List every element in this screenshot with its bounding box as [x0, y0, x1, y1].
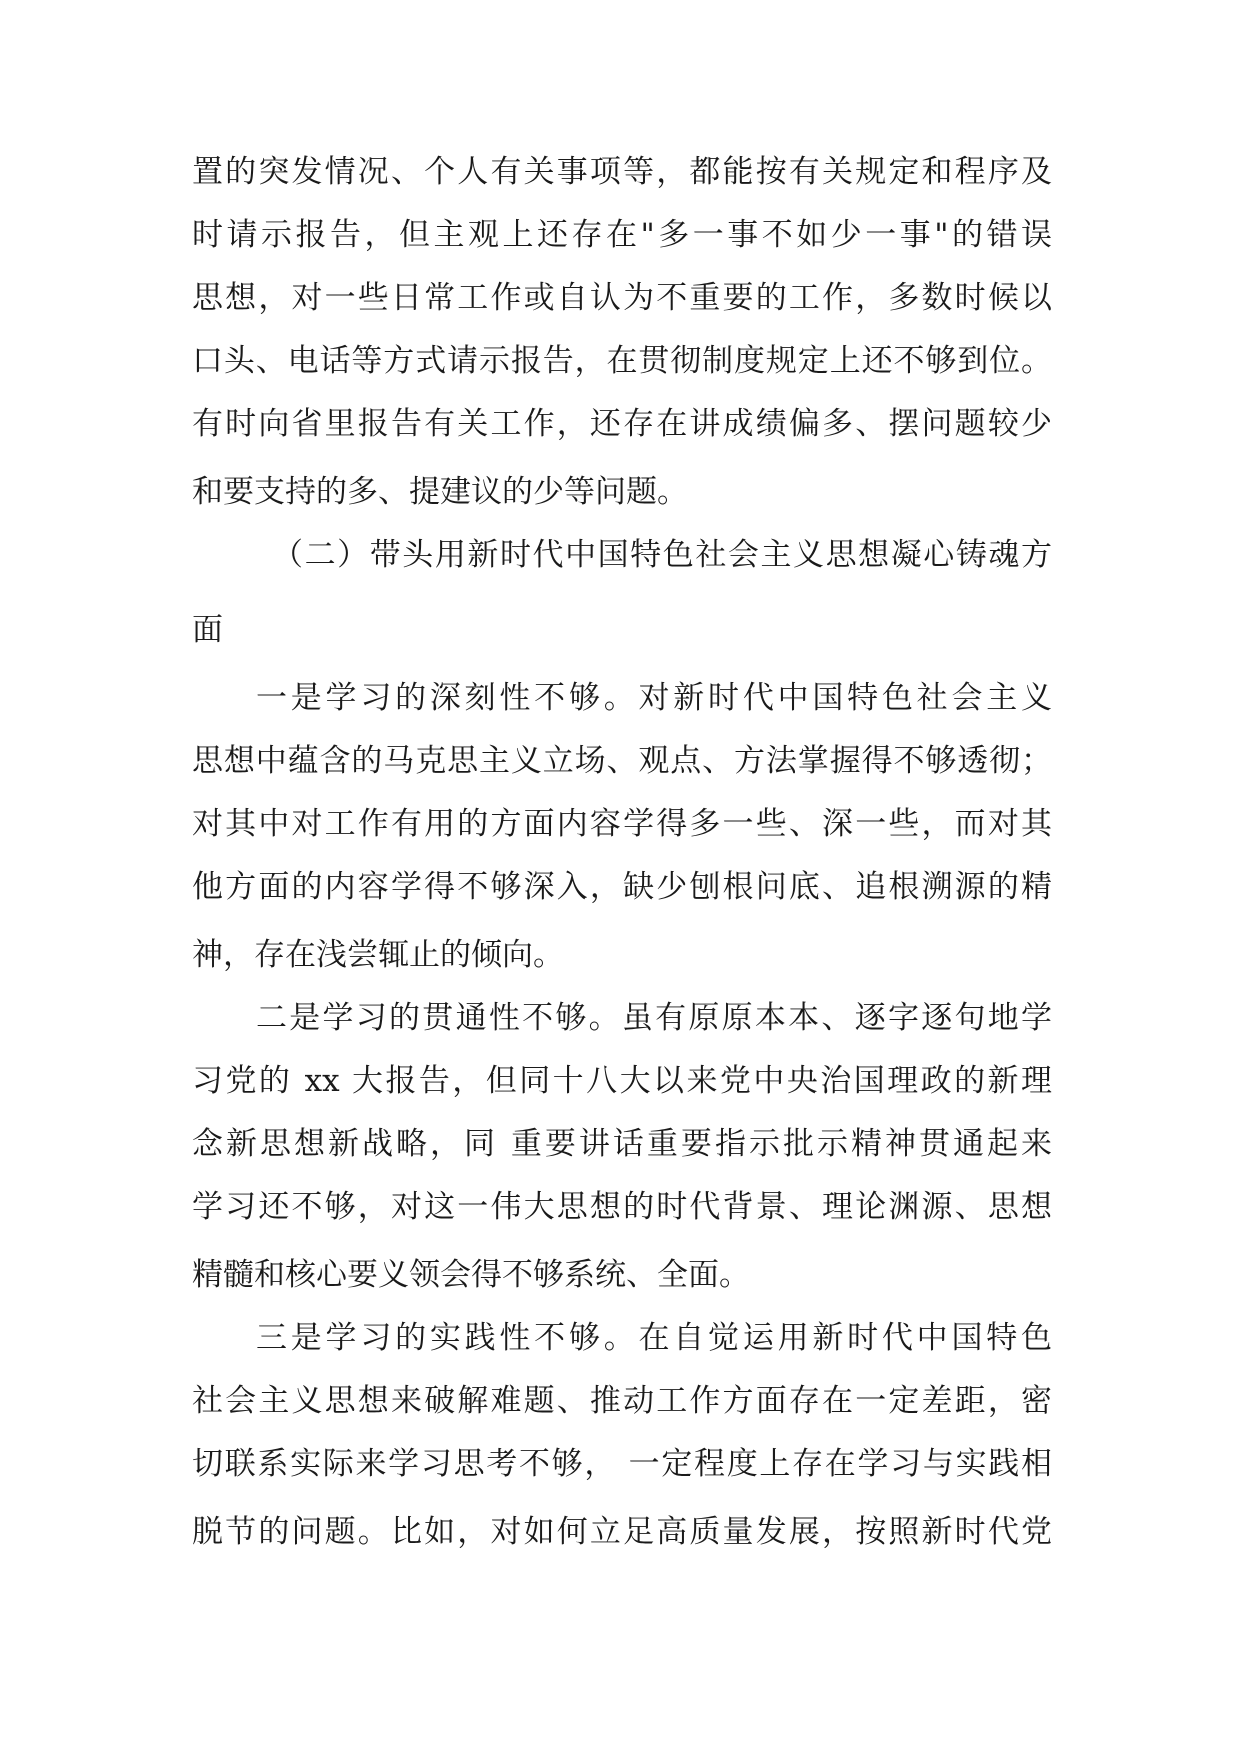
text-line: 时请示报告，但主观上还存在"多一事不如少一事"的错误: [192, 217, 1052, 253]
text-line: 他方面的内容学得不够深入，缺少刨根问底、追根溯源的精: [192, 869, 1052, 905]
text-line: 学习还不够，对这一伟大思想的时代背景、理论渊源、思想: [192, 1189, 1052, 1225]
section-heading: （二）带头用新时代中国特色社会主义思想凝心铸魂方: [272, 537, 1052, 573]
text-line: 思想中蕴含的马克思主义立场、观点、方法掌握得不够透彻；: [192, 743, 1052, 779]
text-line: 社会主义思想来破解难题、推动工作方面存在一定差距，密: [192, 1383, 1052, 1419]
text-line: 精髓和核心要义领会得不够系统、全面。: [192, 1257, 750, 1293]
text-line: 和要支持的多、提建议的少等问题。: [192, 474, 688, 510]
text-line: 脱节的问题。比如，对如何立足高质量发展，按照新时代党: [192, 1514, 1052, 1550]
text-line: 对其中对工作有用的方面内容学得多一些、深一些，而对其: [192, 806, 1052, 842]
text-line: 切联系实际来学习思考不够， 一定程度上存在学习与实践相: [192, 1446, 1052, 1482]
text-line: 习党的 xx 大报告，但同十八大以来党中央治国理政的新理: [192, 1063, 1052, 1099]
text-line: 思想，对一些日常工作或自认为不重要的工作，多数时候以: [192, 280, 1052, 316]
text-line: 口头、电话等方式请示报告，在贯彻制度规定上还不够到位。: [192, 343, 1052, 379]
section-heading-continuation: 面: [192, 612, 223, 648]
text-line: 有时向省里报告有关工作，还存在讲成绩偏多、摆问题较少: [192, 406, 1052, 442]
text-line: 念新思想新战略，同 重要讲话重要指示批示精神贯通起来: [192, 1126, 1052, 1162]
paragraph-first-line: 三是学习的实践性不够。在自觉运用新时代中国特色: [256, 1320, 1052, 1356]
text-line: 神，存在浅尝辄止的倾向。: [192, 937, 564, 973]
paragraph-first-line: 二是学习的贯通性不够。虽有原原本本、逐字逐句地学: [256, 1000, 1052, 1036]
paragraph-first-line: 一是学习的深刻性不够。对新时代中国特色社会主义: [256, 680, 1052, 716]
text-line: 置的突发情况、个人有关事项等，都能按有关规定和程序及: [192, 154, 1052, 190]
